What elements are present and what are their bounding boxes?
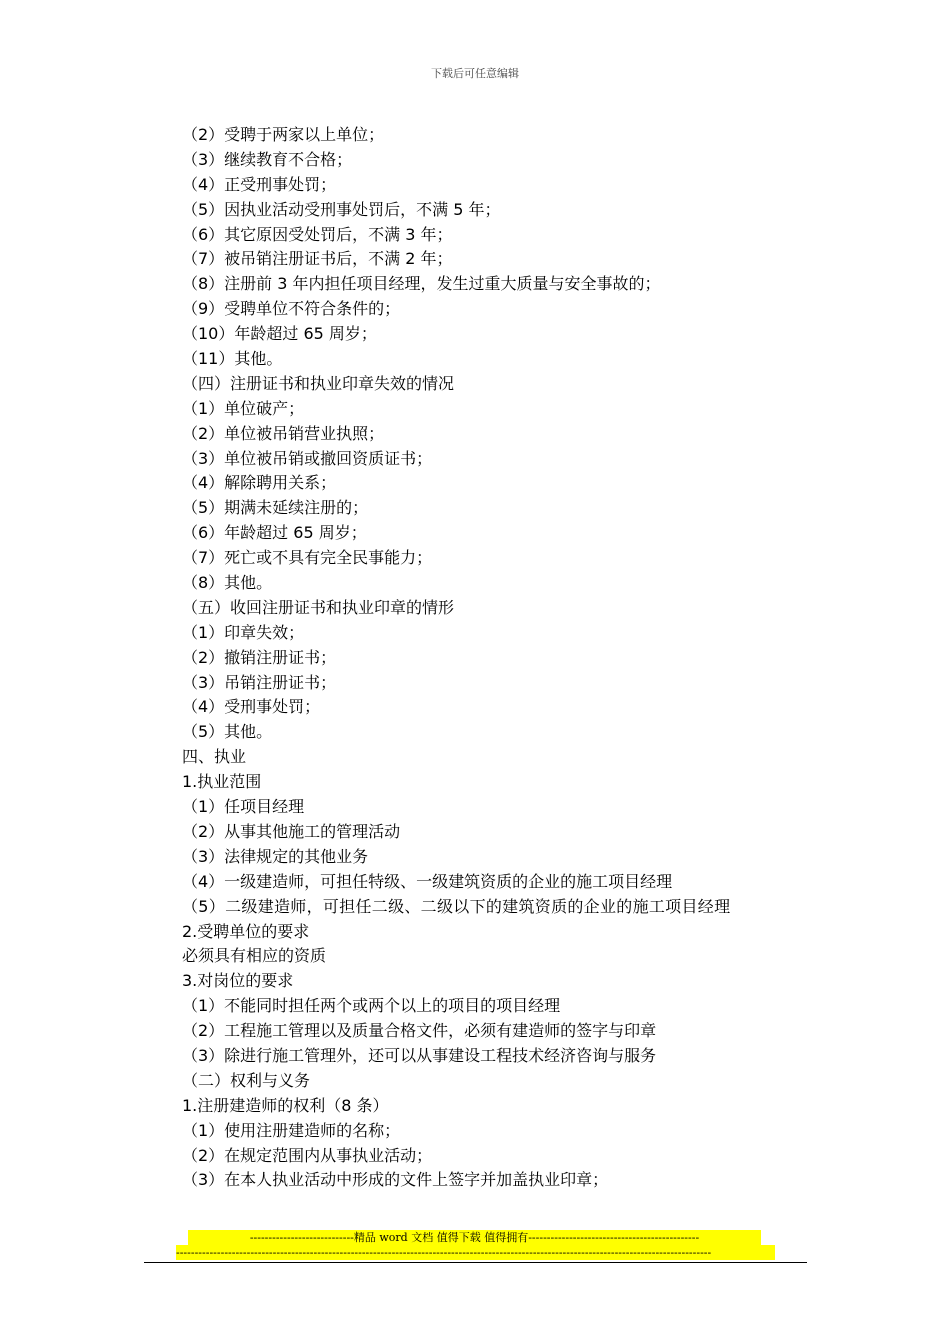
list-item: （1）印章失效； — [182, 622, 305, 642]
footer-dashes: ------------------------------------------------------------------------------------------------------------------------------------------------ — [176, 1245, 775, 1260]
section-heading: （四）注册证书和执业印章失效的情况 — [182, 373, 455, 393]
subsection-heading: 3.对岗位的要求 — [182, 971, 294, 991]
list-item: （1）使用注册建造师的名称； — [182, 1120, 401, 1140]
list-item: （2）从事其他施工的管理活动 — [182, 821, 401, 841]
document-body — [144, 123, 808, 1193]
list-item: （2）单位被吊销营业执照； — [182, 423, 385, 443]
page-header: 下载后可任意编辑 — [431, 67, 519, 80]
list-item: （4）一级建造师，可担任特级、一级建筑资质的企业的施工项目经理 — [182, 871, 673, 891]
list-item: （10）年龄超过 65 周岁； — [182, 324, 377, 344]
section-heading: （五）收回注册证书和执业印章的情形 — [182, 597, 455, 617]
list-item: （4）受刑事处罚； — [182, 697, 321, 717]
subsection-heading: 1.注册建造师的权利（8 条） — [182, 1095, 389, 1115]
list-item: （9）受聘单位不符合条件的； — [182, 299, 401, 319]
list-item: （3）吊销注册证书； — [182, 672, 337, 692]
list-item: （11）其他。 — [182, 349, 283, 369]
list-item: （7）死亡或不具有完全民事能力； — [182, 548, 433, 568]
paragraph: 必须具有相应的资质 — [182, 946, 327, 966]
list-item: （8）其他。 — [182, 573, 273, 593]
list-item: （1）不能同时担任两个或两个以上的项目的项目经理 — [182, 996, 561, 1016]
footer-banner: ----------------------------精品 word 文档 值得下载 值得拥有---------------------------------------------- — [188, 1230, 761, 1245]
list-item: （4）正受刑事处罚； — [182, 174, 337, 194]
subsection-heading: 1.执业范围 — [182, 772, 262, 792]
subsection-heading: 2.受聘单位的要求 — [182, 921, 310, 941]
list-item: （3）除进行施工管理外，还可以从事建设工程技术经济咨询与服务 — [182, 1045, 657, 1065]
list-item: （2）撤销注册证书； — [182, 647, 337, 667]
list-item: （3）在本人执业活动中形成的文件上签字并加盖执业印章； — [182, 1170, 609, 1190]
list-item: （5）因执业活动受刑事处罚后，不满 5 年； — [182, 199, 501, 219]
list-item: （7）被吊销注册证书后，不满 2 年； — [182, 249, 453, 269]
section-heading: 四、执业 — [182, 747, 247, 767]
list-item: （2）在规定范围内从事执业活动； — [182, 1145, 433, 1165]
list-item: （6）年龄超过 65 周岁； — [182, 523, 367, 543]
list-item: （3）法律规定的其他业务 — [182, 846, 369, 866]
list-item: （2）受聘于两家以上单位； — [182, 125, 385, 144]
footer-rule — [144, 1262, 807, 1263]
list-item: （2）工程施工管理以及质量合格文件，必须有建造师的签字与印章 — [182, 1021, 657, 1041]
list-item: （5）期满未延续注册的； — [182, 498, 369, 518]
list-item: （5）二级建造师，可担任二级、二级以下的建筑资质的企业的施工项目经理 — [182, 896, 731, 916]
list-item: （8）注册前 3 年内担任项目经理，发生过重大质量与安全事故的； — [182, 274, 661, 294]
list-item: （1）任项目经理 — [182, 797, 305, 817]
list-item: （5）其他。 — [182, 722, 273, 742]
list-item: （6）其它原因受处罚后，不满 3 年； — [182, 224, 453, 244]
list-item: （1）单位破产； — [182, 398, 305, 418]
list-item: （3）单位被吊销或撤回资质证书； — [182, 448, 433, 468]
list-item: （3）继续教育不合格； — [182, 149, 353, 169]
section-heading: （二）权利与义务 — [182, 1070, 311, 1090]
list-item: （4）解除聘用关系； — [182, 473, 337, 493]
